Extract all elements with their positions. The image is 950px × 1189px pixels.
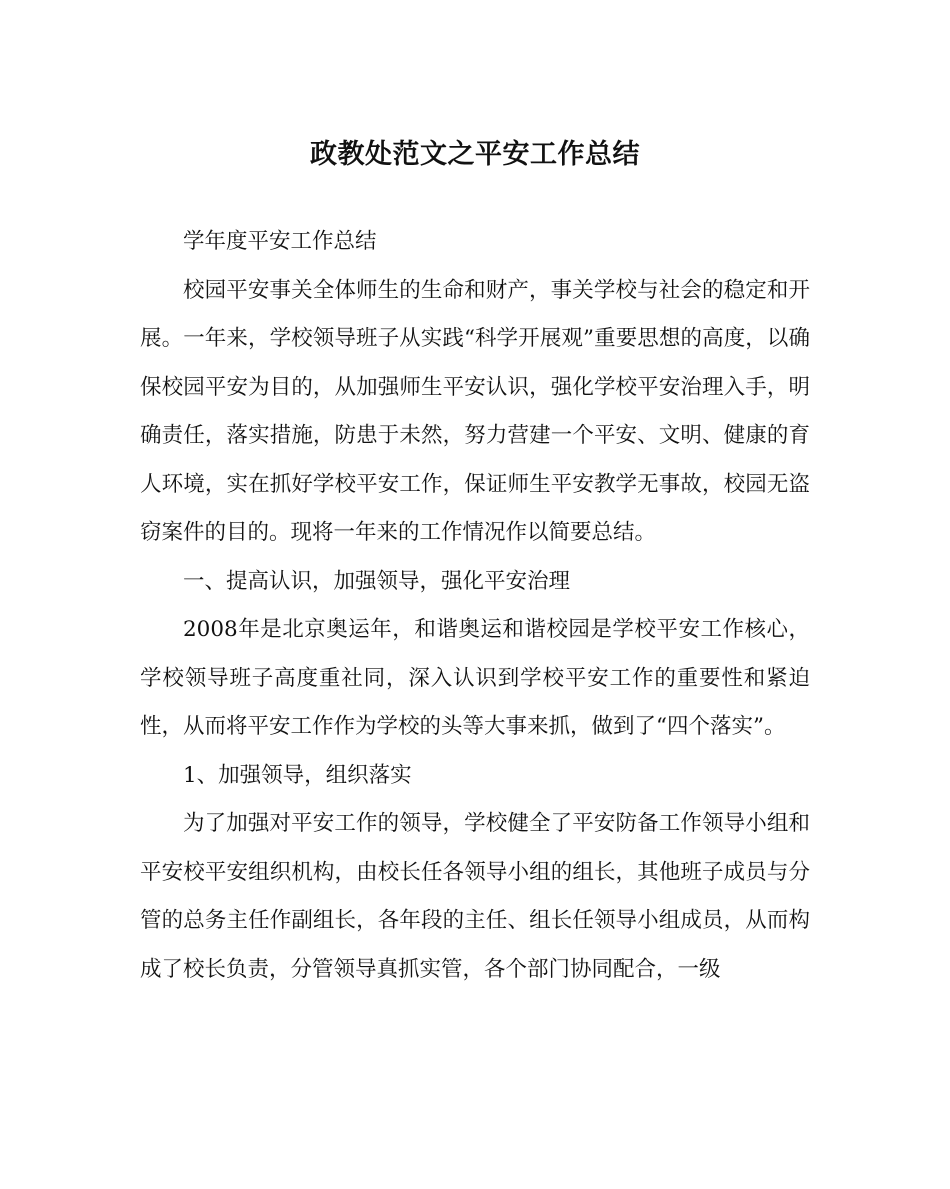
paragraph-subsection-1-heading: 1、加强领导，组织落实 <box>183 762 412 788</box>
paragraph-heading-year-summary: 学年度平安工作总结 <box>183 229 377 254</box>
document-body <box>140 218 810 994</box>
paragraph-intro: 校园平安事关全体师生的生命和财产，事关学校与社会的稳定和开展。一年来，学校领导班子从实践“科学开展观”重要思想的高度，以确保校园平安为目的，从加强师生平安认识，强化学校平安治理入手，明确责任，落实措施，防患于未然，努力营建一个平安、文明、健康的育人环境，实在抓好学校平安工作，保证师生平安教学无事故，校园无盗窃案件的目的。现将一年来的工作情况作以简要总结。 <box>140 277 810 545</box>
paragraph-section-1-heading: 一、提高认识，加强领导，强化平安治理 <box>183 568 571 594</box>
document-title: 政教处范文之平安工作总结 <box>310 139 640 170</box>
paragraph-olympic-year: 2008年是北京奥运年，和谐奥运和谐校园是学校平安工作核心，学校领导班子高度重社同，深入认识到学校平安工作的重要性和紧迫性，从而将平安工作作为学校的头等大事来抓，做到了“四个落实”。 <box>140 617 810 739</box>
paragraph-leadership: 为了加强对平安工作的领导，学校健全了平安防备工作领导小组和平安校平安组织机构，由校长任各领导小组的组长，其他班子成员与分管的总务主任作副组长，各年段的主任、组长任领导小组成员，从而构成了校长负责，分管领导真抓实管，各个部门协同配合，一级 <box>140 811 810 982</box>
